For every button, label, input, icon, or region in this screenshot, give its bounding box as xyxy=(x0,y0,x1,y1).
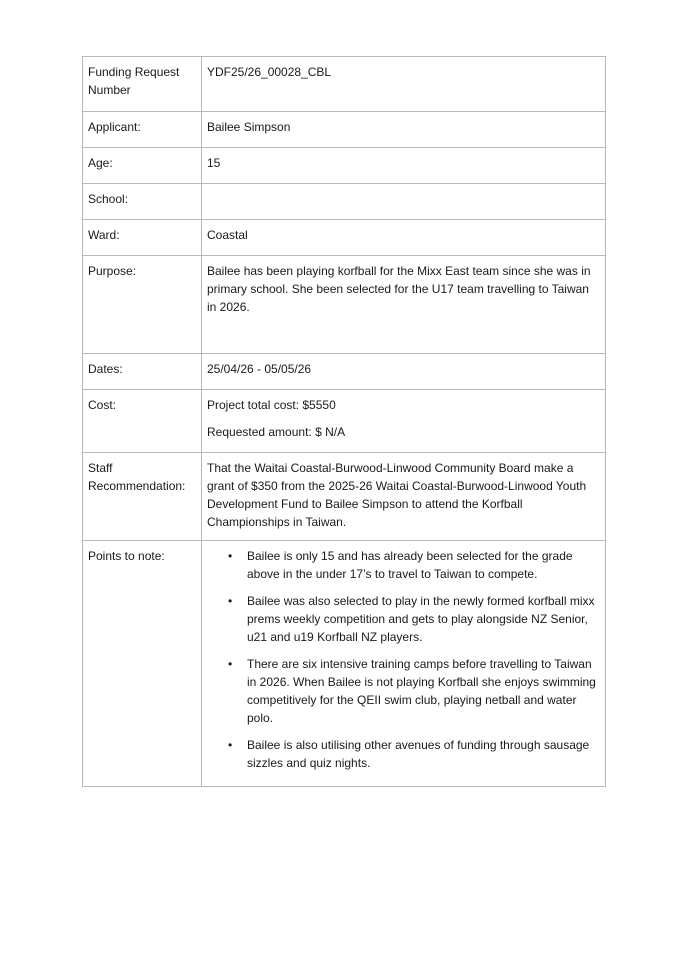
row-age xyxy=(83,148,606,184)
list-item xyxy=(207,592,600,646)
label-funding-request-line1: Funding Request xyxy=(88,65,180,79)
value-funding-request: YDF25/26_00028_CBL xyxy=(202,57,606,112)
value-dates: 25/04/26 - 05/05/26 xyxy=(202,354,606,390)
cost-requested: Requested amount: $ N/A xyxy=(207,425,346,439)
label-staff-recommendation-line2: Recommendation: xyxy=(88,479,186,493)
list-item-text: Bailee was also selected to play in the newly formed korfball mixx prems weekly competition and gets to play alongside NZ Senior, u21 and u19 Korfball NZ players. xyxy=(247,594,595,644)
label-funding-request-line2: Number xyxy=(88,83,131,97)
value-purpose: Bailee has been playing korfball for the Mixx East team since she was in primary school. She been selected for the U17 team travelling to Taiwan in 2026. xyxy=(202,256,606,354)
list-item xyxy=(207,736,600,772)
bullet-icon: • xyxy=(228,549,233,563)
label-cost: Cost: xyxy=(83,390,202,453)
row-applicant xyxy=(83,112,606,148)
row-points-to-note xyxy=(83,541,606,787)
row-staff-recommendation xyxy=(83,453,606,541)
row-funding-request xyxy=(83,57,606,112)
value-applicant: Bailee Simpson xyxy=(202,112,606,148)
label-purpose: Purpose: xyxy=(83,256,202,354)
bullet-icon: • xyxy=(228,738,233,752)
label-funding-request xyxy=(83,57,202,112)
label-age: Age: xyxy=(83,148,202,184)
list-item xyxy=(207,655,600,727)
bullet-icon: • xyxy=(228,657,233,671)
list-item-text: Bailee is only 15 and has already been selected for the grade above in the under 17’s to travel to Taiwan to compete. xyxy=(247,549,573,581)
value-cost xyxy=(202,390,606,453)
label-ward: Ward: xyxy=(83,220,202,256)
value-staff-recommendation: That the Waitai Coastal-Burwood-Linwood Community Board make a grant of $350 from the 2025-26 Waitai Coastal-Burwood-Linwood Youth Development Fund to Bailee Simpson to attend the Korfball Championships in Taiwan. xyxy=(202,453,606,541)
value-school xyxy=(202,184,606,220)
label-applicant: Applicant: xyxy=(83,112,202,148)
bullet-icon: • xyxy=(228,594,233,608)
value-ward: Coastal xyxy=(202,220,606,256)
label-points-to-note: Points to note: xyxy=(83,541,202,787)
row-dates xyxy=(83,354,606,390)
funding-request-table xyxy=(82,56,606,787)
row-school xyxy=(83,184,606,220)
value-points-to-note xyxy=(202,541,606,787)
value-age: 15 xyxy=(202,148,606,184)
row-purpose xyxy=(83,256,606,354)
label-dates: Dates: xyxy=(83,354,202,390)
row-ward xyxy=(83,220,606,256)
label-staff-recommendation-line1: Staff xyxy=(88,461,113,475)
points-list xyxy=(207,547,600,772)
row-cost xyxy=(83,390,606,453)
label-staff-recommendation xyxy=(83,453,202,541)
list-item xyxy=(207,547,600,583)
label-school: School: xyxy=(83,184,202,220)
cost-total: Project total cost: $5550 xyxy=(207,398,336,412)
list-item-text: Bailee is also utilising other avenues of funding through sausage sizzles and quiz nights. xyxy=(247,738,590,770)
list-item-text: There are six intensive training camps before travelling to Taiwan in 2026. When Bailee is not playing Korfball she enjoys swimming competitively for the QEII swim club, playing netball and water polo. xyxy=(247,657,596,725)
